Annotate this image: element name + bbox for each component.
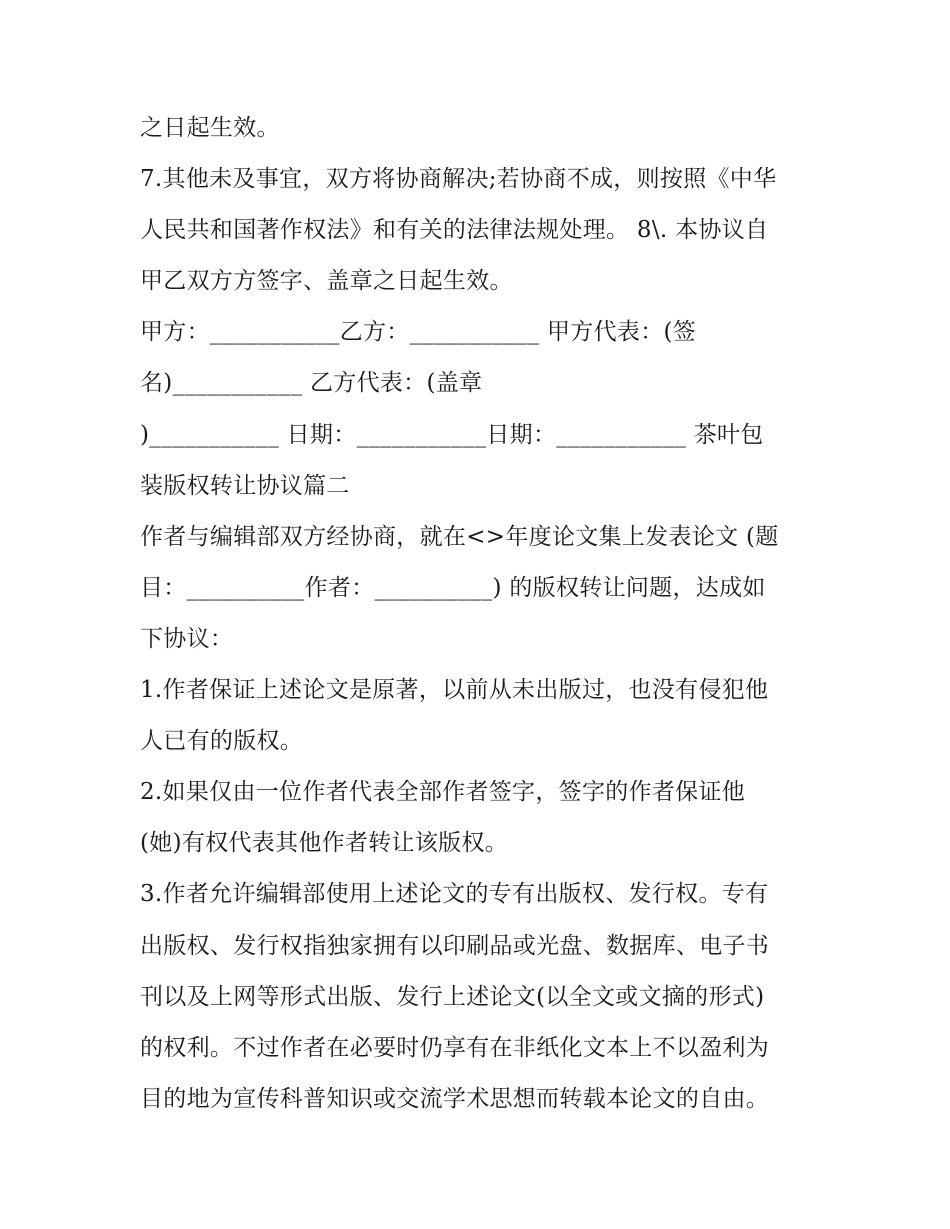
text-line: 3.作者允许编辑部使用上述论文的专有出版权、发行权。专有	[140, 881, 769, 908]
text-line: 出版权、发行权指独家拥有以印刷品或光盘、数据库、电子书	[140, 932, 770, 959]
text-line: 人民共和国著作权法》和有关的法律法规处理。 8\. 本协议自	[140, 217, 769, 244]
text-line: 目的地为宣传科普知识或交流学术思想而转载本论文的自由。	[140, 1085, 770, 1112]
text-line: 下协议：	[140, 625, 234, 652]
text-line: 之日起生效。	[140, 115, 280, 141]
text-line: 作者与编辑部双方经协商，就在<>年度论文集上发表论文 (题	[140, 523, 779, 550]
text-line: 名)___________ 乙方代表：(盖章	[140, 370, 483, 397]
text-line: 目：__________作者：__________) 的版权转让问题，达成如	[140, 574, 766, 601]
text-line: 甲乙双方方签字、盖章之日起生效。	[140, 268, 513, 295]
text-line: 的权利。不过作者在必要时仍享有在非纸化文本上不以盈利为	[140, 1034, 770, 1061]
document-body	[140, 103, 830, 1125]
text-line: (她)有权代表其他作者转让该版权。	[140, 830, 509, 857]
text-line: 7.其他未及事宜，双方将协商解决;若协商不成，则按照《中华	[140, 166, 777, 193]
text-line: 2.如果仅由一位作者代表全部作者签字，签字的作者保证他	[140, 779, 746, 806]
text-line: )___________ 日期：___________日期：___________ 茶叶包	[140, 421, 764, 448]
section-title-line: 装版权转让协议篇二	[140, 472, 350, 499]
text-line: 甲方：___________乙方：___________ 甲方代表：(签	[140, 319, 697, 346]
text-line: 人已有的版权。	[140, 728, 304, 755]
text-line: 1.作者保证上述论文是原著，以前从未出版过，也没有侵犯他	[140, 677, 769, 704]
text-line: 刊以及上网等形式出版、发行上述论文(以全文或文摘的形式)	[140, 983, 765, 1010]
